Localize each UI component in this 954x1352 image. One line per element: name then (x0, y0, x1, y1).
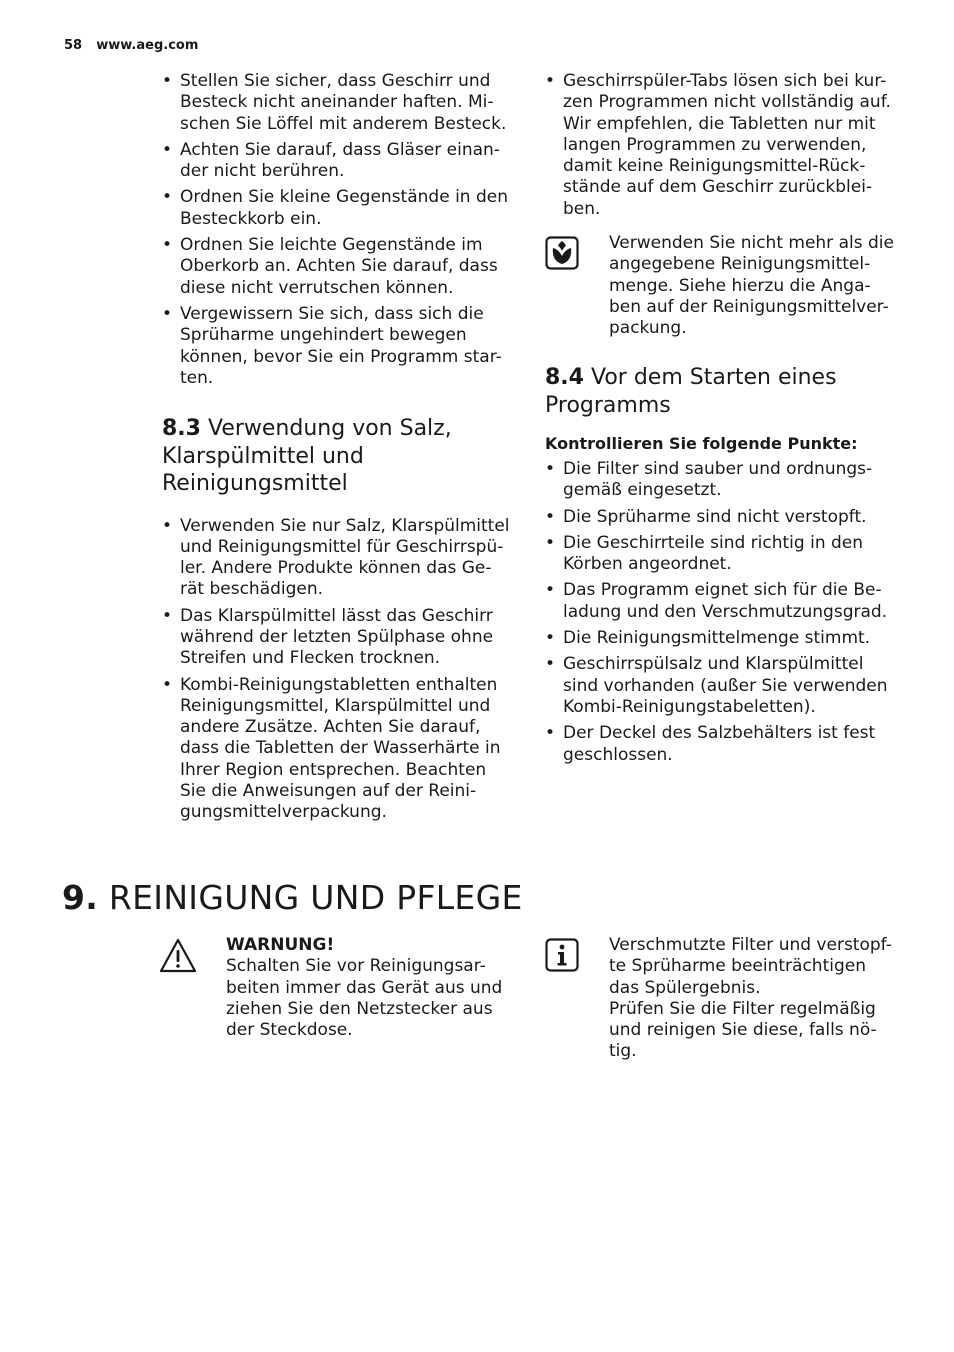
page-header (64, 38, 198, 53)
section-title: Vor dem Starten eines Programms (545, 365, 837, 418)
list-item: • Ordnen Sie kleine Gegenstände in den Besteckkorb ein. (162, 187, 512, 230)
chapter-number: 9. (62, 878, 99, 917)
list-item: • Kombi-Reinigungstabletten enthalten Reinigungsmittel, Klarspülmittel und andere Zusätze. Achten Sie darauf, dass die Tabletten der Wasserhärte in Ihrer Region entsprechen. Beachten Sie die Anweisungen auf der Reini-gungsmittelverpackung. (162, 675, 514, 824)
info-text-2: Prüfen Sie die Filter regelmäßig und reinigen Sie diese, falls nö-tig. (609, 998, 877, 1062)
bullet-list (545, 71, 897, 220)
left-column (162, 71, 512, 394)
environment-icon (545, 236, 579, 270)
environment-note: Verwenden Sie nicht mehr als die angegebene Reinigungsmittel-menge. Siehe hierzu die Anga-ben auf der Reinigungsmittelver-packung. (609, 233, 894, 339)
list-item: • Die Filter sind sauber und ordnungs-gemäß eingesetzt. (545, 459, 897, 502)
checklist (545, 459, 897, 766)
page-number: 58 (64, 38, 83, 53)
list-item: • Das Klarspülmittel lässt das Geschirr während der letzten Spülphase ohne Streifen und Flecken trocknen. (162, 606, 514, 670)
section-number: 8.4 (545, 365, 584, 390)
section-title: Verwendung von Salz, Klarspülmittel und Reinigungsmittel (162, 416, 452, 496)
info-note (609, 935, 899, 1063)
chapter-heading (62, 876, 523, 920)
list-item: • Der Deckel des Salzbehälters ist fest geschlossen. (545, 723, 897, 766)
bullet-list (162, 71, 512, 389)
list-item: • Geschirrspüler-Tabs lösen sich bei kur-zen Programmen nicht vollständig auf. Wir empfehlen, die Tabletten nur mit langen Programmen zu verwenden, damit keine Reinigungsmittel-Rück-stände auf dem Geschirr zurückblei-ben. (545, 71, 897, 220)
info-icon (545, 938, 579, 972)
header-url[interactable]: www.aeg.com (96, 38, 199, 53)
list-item: • Die Geschirrteile sind richtig in den Körben angeordnet. (545, 533, 897, 576)
checklist-heading: Kontrollieren Sie folgende Punkte: (545, 434, 858, 453)
bullet-list (162, 516, 514, 824)
list-item: • Achten Sie darauf, dass Gläser einan-der nicht berühren. (162, 140, 512, 183)
list-item: • Die Reinigungsmittelmenge stimmt. (545, 628, 897, 649)
list-item: • Geschirrspülsalz und Klarspülmittel sind vorhanden (außer Sie verwenden Kombi-Reinigungstabeletten). (545, 654, 897, 718)
list-item: • Stellen Sie sicher, dass Geschirr und Besteck nicht aneinander haften. Mi-schen Sie Löffel mit anderem Besteck. (162, 71, 512, 135)
section-heading (545, 364, 897, 419)
list-item: • Das Programm eignet sich für die Be-ladung und den Verschmutzungsgrad. (545, 580, 897, 623)
section-number: 8.3 (162, 416, 201, 441)
warning-text: Schalten Sie vor Reinigungsar-beiten immer das Gerät aus und ziehen Sie den Netzstecker aus der Steckdose. (226, 956, 503, 1041)
warning-icon (159, 938, 197, 974)
info-text-1: Verschmutzte Filter und verstopf-te Sprüharme beeinträchtigen das Spülergebnis. (609, 935, 892, 998)
warning-note (226, 935, 516, 1041)
list-item: • Verwenden Sie nur Salz, Klarspülmittel und Reinigungsmittel für Geschirrspü-ler. Andere Produkte können das Ge-rät beschädigen. (162, 516, 514, 601)
section-8-4 (545, 364, 897, 771)
section-8-3 (162, 415, 514, 829)
right-column (545, 71, 897, 225)
list-item: • Ordnen Sie leichte Gegenstände im Oberkorb an. Achten Sie darauf, dass diese nicht verrutschen können. (162, 235, 512, 299)
list-item: • Die Sprüharme sind nicht verstopft. (545, 507, 897, 528)
list-item: • Vergewissern Sie sich, dass sich die Sprüharme ungehindert bewegen können, bevor Sie ein Programm star-ten. (162, 304, 512, 389)
section-heading (162, 415, 514, 498)
chapter-title: REINIGUNG UND PFLEGE (108, 878, 523, 917)
warning-title: WARNUNG! (226, 935, 335, 955)
